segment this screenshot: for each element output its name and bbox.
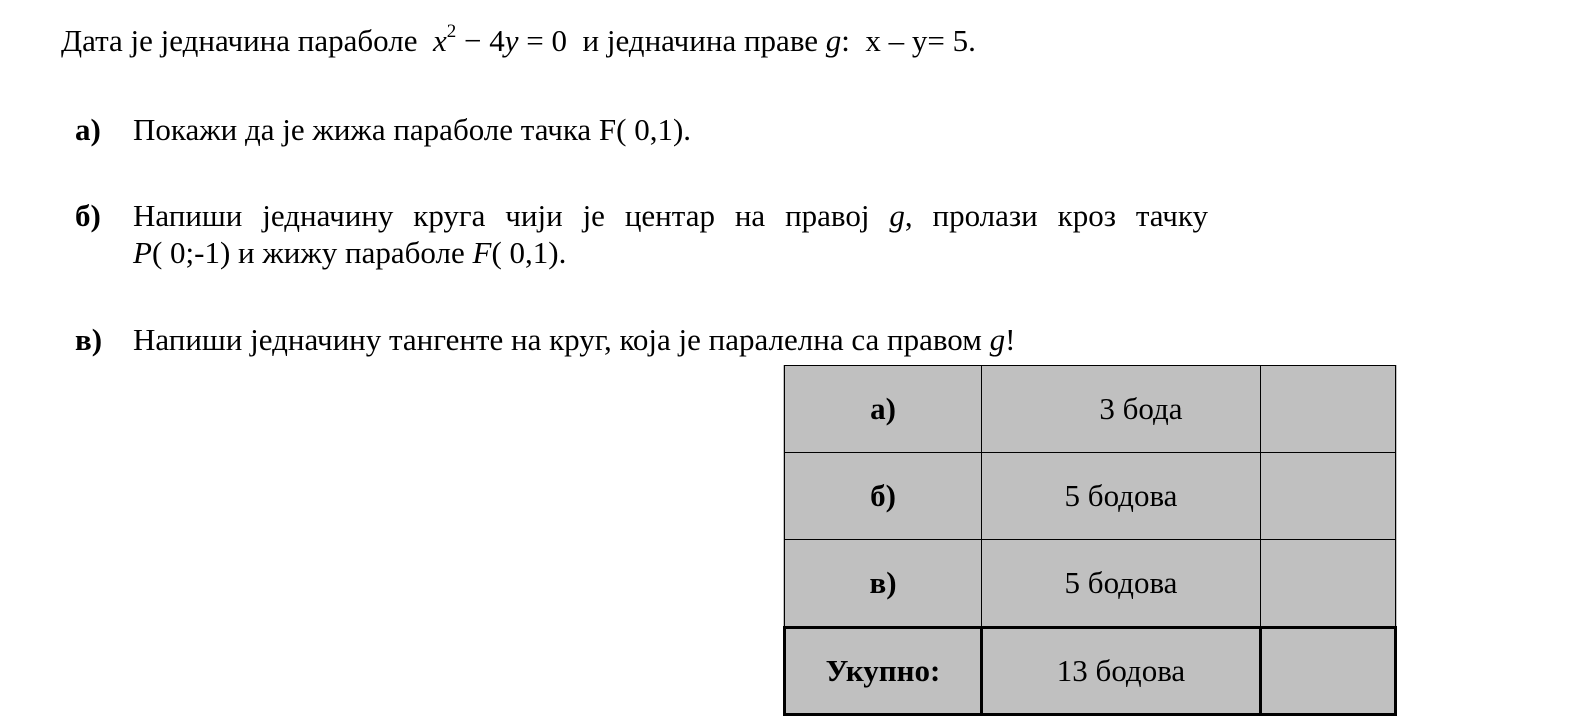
- item-b-text-line1: Напиши једначину круга чији је центар на правој g, пролази кроз тачку: [133, 198, 1208, 233]
- total-row: [785, 628, 1396, 715]
- line-equation: : x – y= 5.: [841, 23, 976, 58]
- points-cell: 3 бода: [982, 366, 1261, 453]
- part-cell: б): [785, 453, 982, 540]
- points-table: [783, 365, 1397, 716]
- item-c-text: Напиши једначину тангенте на круг, која је паралелна са правом g!: [133, 322, 1016, 357]
- points-cell: 5 бодова: [982, 453, 1261, 540]
- intro-prefix: Дата је једначина параболе: [61, 23, 418, 58]
- table-row: [785, 540, 1396, 628]
- total-label-cell: Укупно:: [785, 628, 982, 715]
- total-points-cell: 13 бодова: [982, 628, 1261, 715]
- total-score-cell[interactable]: [1261, 628, 1396, 715]
- part-cell: а): [785, 366, 982, 453]
- table-row: [785, 453, 1396, 540]
- score-cell[interactable]: [1261, 453, 1396, 540]
- item-a-label: а): [75, 112, 101, 147]
- item-a-text: Покажи да је жижа параболе тачка F( 0,1).: [133, 112, 692, 147]
- parabola-equation: $x^2 - 4y = 0$: [433, 21, 567, 58]
- score-cell[interactable]: [1261, 366, 1396, 453]
- item-c-label: в): [75, 322, 103, 357]
- score-cell[interactable]: [1261, 540, 1396, 628]
- part-cell: в): [785, 540, 982, 628]
- problem-statement: [61, 23, 976, 59]
- item-b-label: б): [75, 198, 101, 233]
- intro-middle: и једначина праве: [582, 23, 819, 58]
- table-row: [785, 366, 1396, 453]
- item-b-text-line2: P( 0;-1) и жижу параболе F( 0,1).: [133, 235, 567, 270]
- points-cell: 5 бодова: [982, 540, 1261, 628]
- line-variable: g: [825, 23, 842, 58]
